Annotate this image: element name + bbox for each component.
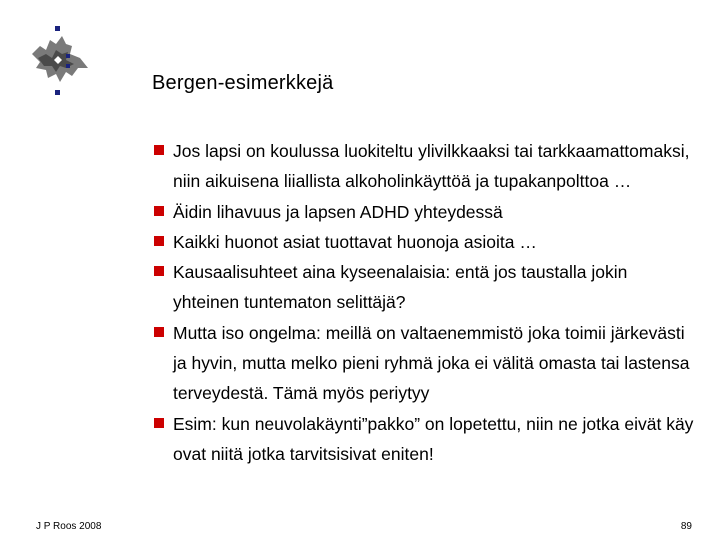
footer-author: J P Roos 2008	[36, 521, 102, 532]
square-bullet-icon	[154, 266, 164, 276]
bullet-item	[154, 257, 694, 318]
bullet-list	[154, 136, 694, 469]
bullet-item	[154, 197, 694, 227]
bullet-item	[154, 409, 694, 470]
bullet-text: Jos lapsi on koulussa luokiteltu ylivilkkaaksi tai tarkkaamattomaksi, niin aikuisena liiallista alkoholinkäyttöä ja tupakanpolttoa …	[173, 141, 690, 192]
page-number: 89	[680, 521, 692, 532]
square-bullet-icon	[154, 145, 164, 155]
bullet-item	[154, 227, 694, 257]
slide-title: Bergen-esimerkkejä	[152, 72, 334, 94]
bullet-item	[154, 318, 694, 409]
square-bullet-icon	[154, 327, 164, 337]
bullet-text: Kausaalisuhteet aina kyseenalaisia: entä jos taustalla jokin yhteinen tuntematon selittäjä?	[173, 262, 628, 313]
bullet-text: Äidin lihavuus ja lapsen ADHD yhteydessä	[173, 201, 503, 222]
square-bullet-icon	[154, 206, 164, 216]
square-bullet-icon	[154, 418, 164, 428]
bullet-text: Kaikki huonot asiat tuottavat huonoja asioita …	[173, 231, 537, 252]
bullet-item	[154, 136, 694, 197]
university-flame-logo-icon	[26, 24, 90, 98]
square-bullet-icon	[154, 236, 164, 246]
bullet-text: Esim: kun neuvolakäynti”pakko” on lopetettu, niin ne jotka eivät käy ovat niitä jotka tarvitsisivat eniten!	[173, 413, 694, 464]
bullet-text: Mutta iso ongelma: meillä on valtaenemmistö joka toimii järkevästi ja hyvin, mutta melko pieni ryhmä joka ei välitä omasta tai lastensa terveydestä. Tämä myös periytyy	[173, 322, 690, 404]
